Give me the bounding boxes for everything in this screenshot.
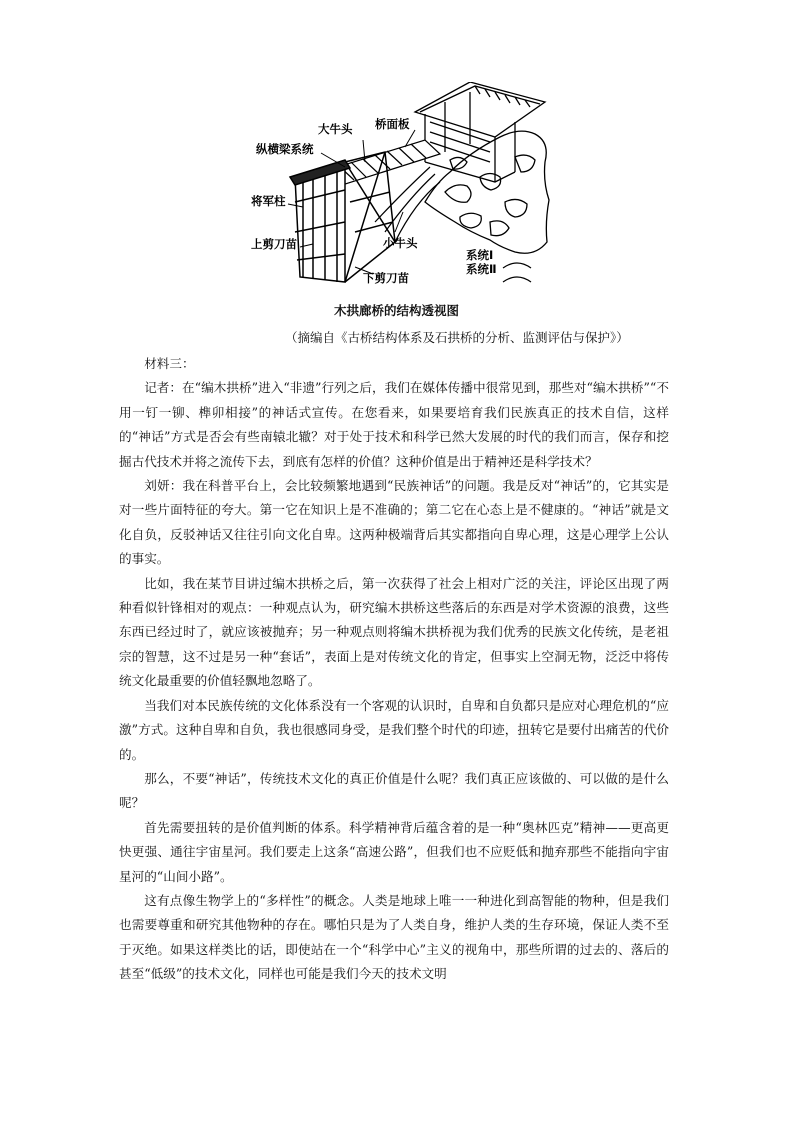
label-lower-scissor: 下剪刀苗 xyxy=(363,271,409,285)
paragraph: 当我们对本民族传统的文化体系没有一个客观的认识时，自卑和自负都只是应对心理危机的“应激”方式。这种自卑和自负，我也很感同身受，是我们整个时代的印迹，扭转它是要付出痛苦的代价的。 xyxy=(119,697,669,762)
label-small-cow-head: 小牛头 xyxy=(383,236,418,250)
bridge-drawing xyxy=(245,82,550,294)
paragraph: 首先需要扭转的是价值判断的体系。科学精神背后蕴含着的是一种“奥林匹克”精神——更高更快更强、通往宇宙星河。我们要走上这条“高速公路”，但我们也不应贬低和抛弃那些不能指向宇宙星河的“山间小路”。 xyxy=(119,819,669,884)
paragraph: 那么，不要“神话”，传统技术文化的真正价值是什么呢？我们真正应该做的、可以做的是什么呢？ xyxy=(119,770,669,811)
label-system-2: 系统Ⅱ xyxy=(466,262,497,276)
label-big-cow-head: 大牛头 xyxy=(318,122,353,136)
label-system-1: 系统Ⅰ xyxy=(466,248,494,262)
figure-source: （摘编自《古桥结构体系及石拱桥的分析、监测评估与保护》） xyxy=(285,330,629,345)
figure-caption: 木拱廊桥的结构透视图 xyxy=(333,303,459,318)
label-bridge-deck: 桥面板 xyxy=(375,117,410,131)
paragraph: 刘妍：我在科普平台上，会比较频繁地遇到“民族神话”的问题。我是反对“神话”的，它其实是对一些片面特征的夸大。第一它在知识上是不准确的；第二它在心态上是不健康的。“神话”就是文化自负，反驳神话又往往引向文化自卑。这两种极端背后其实都指向自卑心理，这是心理学上公认的事实。 xyxy=(119,478,669,567)
article-body xyxy=(119,352,669,987)
label-upper-scissor: 上剪刀苗 xyxy=(251,237,297,251)
bridge-structure-figure xyxy=(245,82,550,294)
paragraph: 记者：在“编木拱桥”进入“非遗”行列之后，我们在媒体传播中很常见到，那些对“编木拱桥”“不用一钉一铆、榫卯相接”的神话式宣传。在您看来，如果要培育我们民族真正的技术自信，这样的“神话”方式是否会有些南辕北辙？对于处于技术和科学已然大发展的时代的我们而言，保存和挖掘古代技术并将之流传下去，到底有怎样的价值？这种价值是出于精神还是科学技术？ xyxy=(119,380,669,469)
paragraph: 这有点像生物学上的“多样性”的概念。人类是地球上唯一一种进化到高智能的物种，但是我们也需要尊重和研究其他物种的存在。哪怕只是为了人类自身，维护人类的生存环境，保证人类不至于灭绝。如果这样类比的话，即使站在一个“科学中心”主义的视角中，那些所谓的过去的、落后的甚至“低级”的技术文化，同样也可能是我们今天的技术文明 xyxy=(119,892,669,982)
section-heading: 材料三： xyxy=(144,356,195,371)
label-general-pillar: 将军柱 xyxy=(251,194,286,208)
label-beam-system: 纵横梁系统 xyxy=(256,142,314,156)
paragraph: 比如，我在某节目讲过编木拱桥之后，第一次获得了社会上相对广泛的关注，评论区出现了两种看似针锋相对的观点：一种观点认为，研究编木拱桥这些落后的东西是对学术资源的浪费，这些东西已经过时了，就应该被抛弃；另一种观点则将编木拱桥视为我们优秀的民族文化传统，是老祖宗的智慧，这不过是另一种“套话”，表面上是对传统文化的肯定，但事实上空洞无物，泛泛中将传统文化最重要的价值轻飘地忽略了。 xyxy=(119,575,669,689)
